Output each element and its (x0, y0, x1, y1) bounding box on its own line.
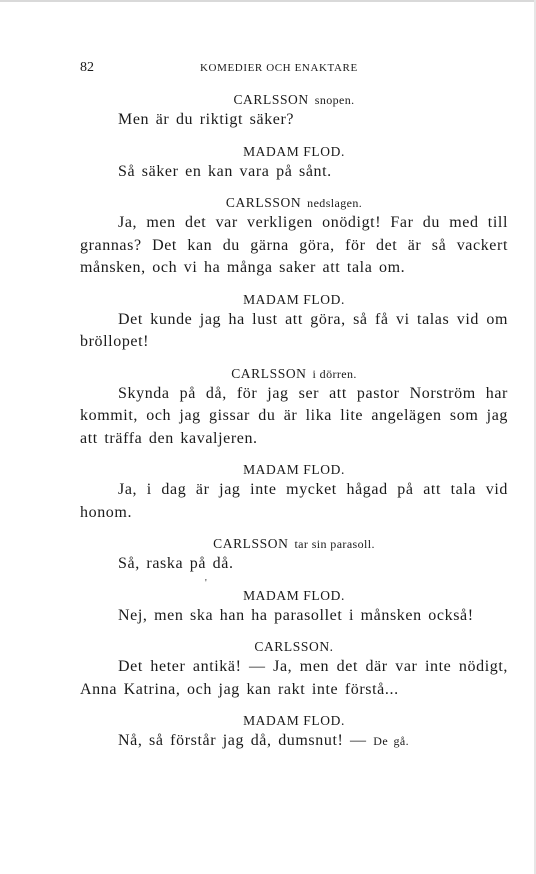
speaker-line (80, 637, 508, 656)
speech: Det heter antikä! — Ja, men det där var inte nödigt, Anna Katrina, och jag kan rakt inte förstå... (80, 658, 508, 698)
speaker-name: MADAM FLOD. (243, 587, 345, 603)
speaker-line (80, 364, 508, 383)
speaker-line (80, 290, 508, 309)
speech: Så säker en kan vara på sånt. (118, 162, 332, 180)
speech: Det kunde jag ha lust att göra, så få vi talas vid om bröllopet! (80, 310, 508, 350)
speech: Så, raska på då. (118, 555, 234, 572)
speaker-name: MADAM FLOD. (243, 143, 345, 159)
speaker-line (80, 534, 508, 553)
speaker-name: CARLSSON. (254, 639, 334, 654)
speaker-line (80, 460, 508, 479)
stray-print-mark: ' (205, 578, 207, 589)
speaker-name: CARLSSON (225, 195, 302, 210)
speaker-name: CARLSSON (231, 365, 307, 381)
speaker-line (80, 90, 508, 109)
speech: Men är du riktigt säker? (118, 111, 295, 128)
speaker-name: CARLSSON (213, 536, 289, 551)
speech (80, 730, 508, 753)
speech: Ja, i dag är jag inte mycket hågad på att tala vid honom. (80, 481, 508, 521)
speech: Ja, men det var verkligen onödigt! Far du med till grannas? Det kan du gärna göra, för det är så vackert månsken, och vi ha många saker att tala om. (80, 214, 508, 276)
dialogue-body (80, 90, 508, 753)
stage-direction: De gå. (373, 734, 409, 748)
speaker-name: CARLSSON (233, 92, 309, 107)
stage-direction: nedslagen. (307, 196, 363, 210)
speaker-line (80, 142, 508, 161)
page-number: 82 (80, 60, 94, 75)
speech-text: Nå, så förstår jag då, dumsnut! — (118, 732, 367, 749)
speech: Nej, men ska han ha parasollet i månsken också! (118, 606, 474, 624)
running-title: KOMEDIER OCH ENAKTARE (200, 62, 358, 74)
speaker-name: MADAM FLOD. (243, 713, 345, 728)
speaker-line (80, 193, 508, 212)
stage-direction: snopen. (314, 93, 355, 107)
speaker-line (80, 586, 508, 605)
speaker-line (80, 711, 508, 730)
speaker-name: MADAM FLOD. (243, 462, 345, 477)
stage-direction: tar sin parasoll. (294, 537, 375, 551)
speech: Skynda på då, för jag ser att pastor Norström har kommit, och jag gissar du är lika lite angelägen som jag att träffa den kavaljeren. (80, 384, 508, 447)
speaker-name: MADAM FLOD. (243, 291, 345, 307)
page-top-edge (0, 0, 536, 2)
stage-direction: i dörren. (312, 366, 357, 381)
